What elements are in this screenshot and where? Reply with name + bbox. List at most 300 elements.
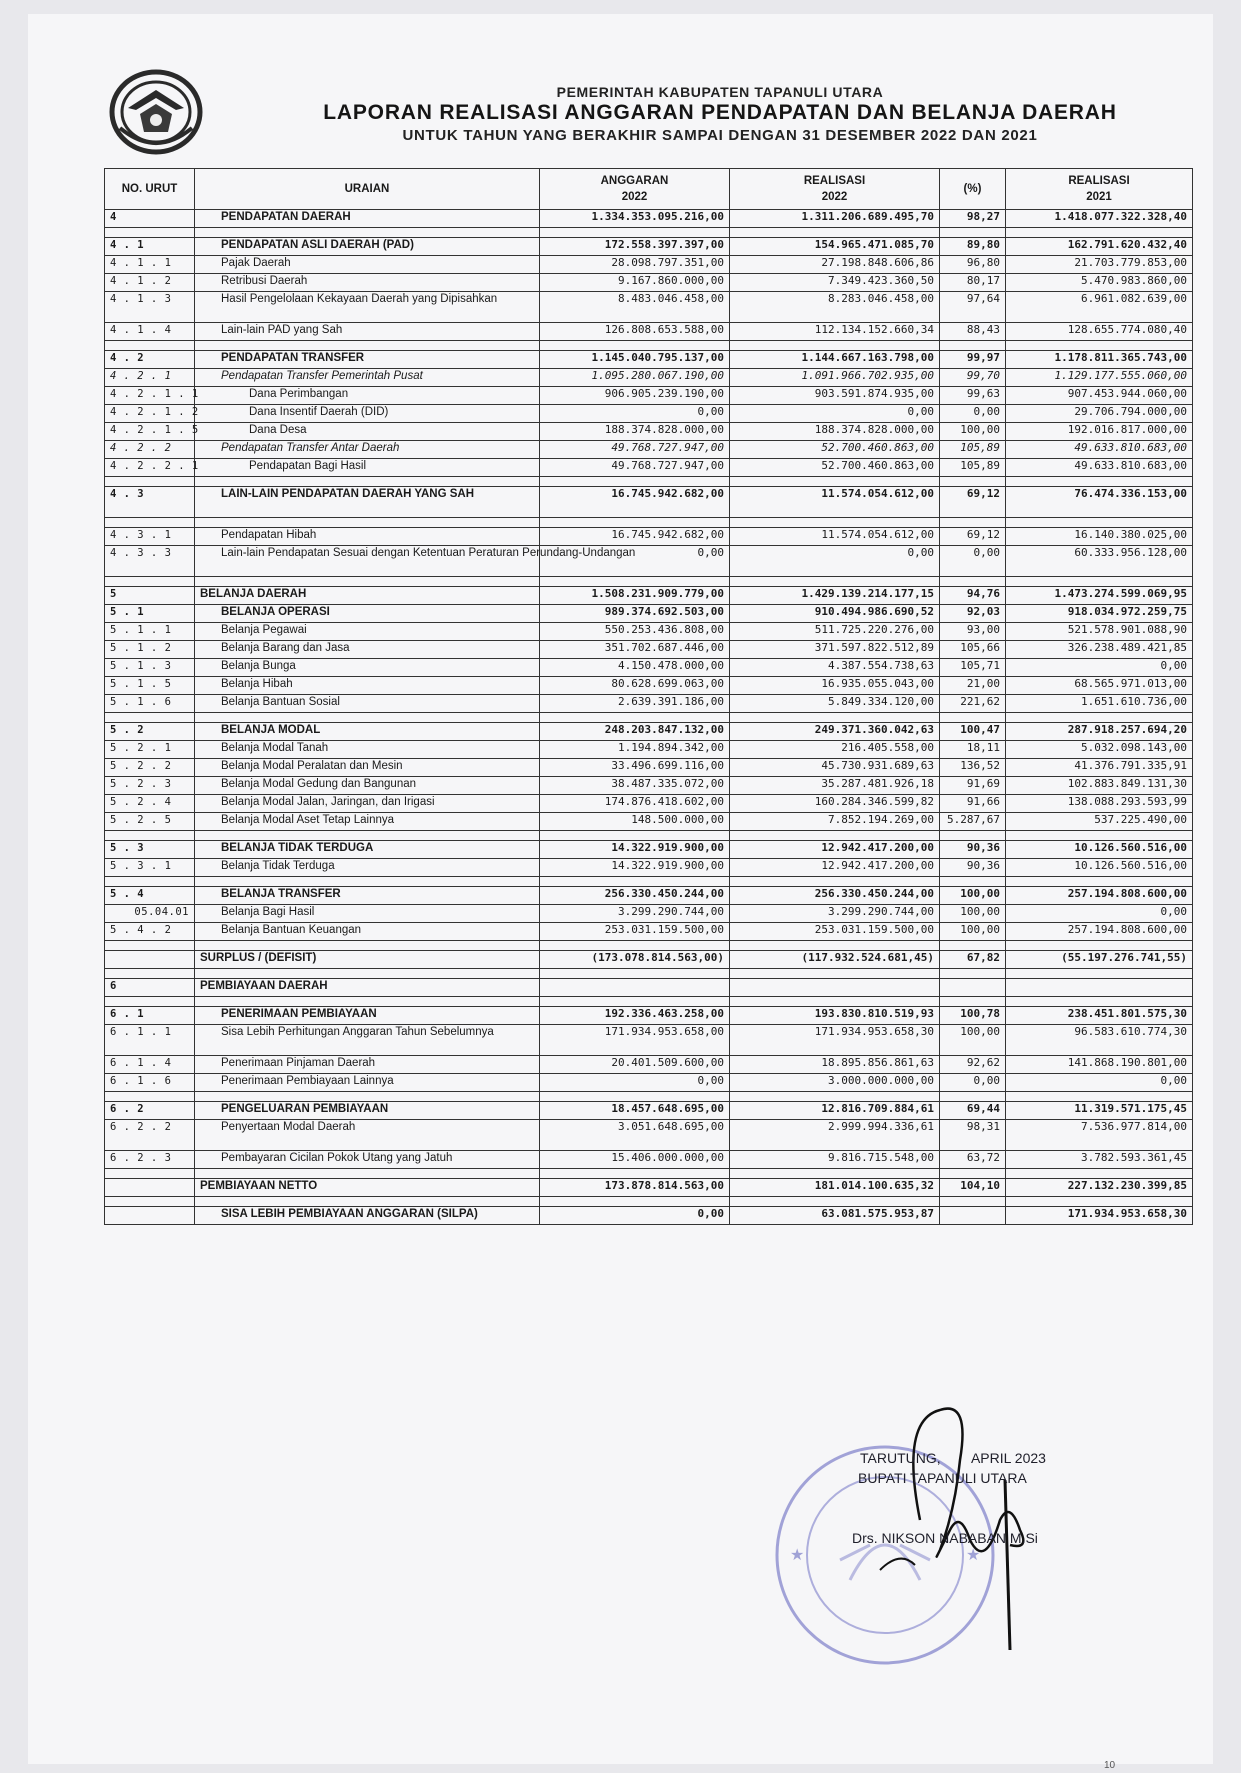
- cell-realisasi-prev: [1006, 518, 1193, 528]
- table-row: [105, 441, 1193, 459]
- cell-anggaran: 14.322.919.900,00: [540, 859, 730, 877]
- cell-no: 4 . 2 . 2: [105, 441, 195, 459]
- cell-percent: 92,62: [940, 1056, 1006, 1074]
- table-row: [105, 587, 1193, 605]
- table-row: [105, 487, 1193, 518]
- cell-percent: 67,82: [940, 951, 1006, 969]
- cell-uraian: BELANJA TRANSFER: [195, 887, 540, 905]
- cell-realisasi-prev: 10.126.560.516,00: [1006, 859, 1193, 877]
- cell-realisasi-prev: (55.197.276.741,55): [1006, 951, 1193, 969]
- cell-realisasi-prev: 238.451.801.575,30: [1006, 1007, 1193, 1025]
- cell-uraian: Belanja Bantuan Sosial: [195, 695, 540, 713]
- cell-realisasi: 188.374.828.000,00: [730, 423, 940, 441]
- cell-realisasi-prev: [1006, 1092, 1193, 1102]
- cell-percent: [940, 1207, 1006, 1225]
- cell-percent: [940, 969, 1006, 979]
- cell-realisasi: 11.574.054.612,00: [730, 528, 940, 546]
- cell-no: 5 . 2 . 1: [105, 741, 195, 759]
- spacer-row: [105, 518, 1193, 528]
- cell-no: 4 . 1 . 3: [105, 292, 195, 323]
- cell-percent: 92,03: [940, 605, 1006, 623]
- cell-anggaran: 0,00: [540, 405, 730, 423]
- cell-uraian: Dana Perimbangan: [195, 387, 540, 405]
- col-header-percent: (%): [940, 169, 1006, 210]
- table-row: [105, 459, 1193, 477]
- cell-anggaran: 80.628.699.063,00: [540, 677, 730, 695]
- cell-anggaran: 14.322.919.900,00: [540, 841, 730, 859]
- cell-percent: [940, 941, 1006, 951]
- cell-realisasi-prev: [1006, 477, 1193, 487]
- cell-anggaran: 8.483.046.458,00: [540, 292, 730, 323]
- cell-uraian: Belanja Modal Jalan, Jaringan, dan Irigasi: [195, 795, 540, 813]
- col-header-uraian: URAIAN: [195, 169, 540, 210]
- table-row: [105, 841, 1193, 859]
- table-row: [105, 677, 1193, 695]
- signature-title: BUPATI TAPANULI UTARA: [858, 1470, 1027, 1486]
- cell-no: 4 . 3 . 3: [105, 546, 195, 577]
- cell-realisasi: [730, 969, 940, 979]
- spacer-row: [105, 969, 1193, 979]
- cell-realisasi-prev: 1.129.177.555.060,00: [1006, 369, 1193, 387]
- cell-realisasi-prev: 537.225.490,00: [1006, 813, 1193, 831]
- cell-realisasi: [730, 1169, 940, 1179]
- cell-no: 5 . 3 . 1: [105, 859, 195, 877]
- cell-realisasi-prev: 1.178.811.365.743,00: [1006, 351, 1193, 369]
- cell-no: 5 . 1 . 5: [105, 677, 195, 695]
- government-name: PEMERINTAH KABUPATEN TAPANULI UTARA: [556, 84, 884, 100]
- cell-anggaran: (173.078.814.563,00): [540, 951, 730, 969]
- cell-uraian: Dana Insentif Daerah (DID): [195, 405, 540, 423]
- cell-uraian: Belanja Bantuan Keuangan: [195, 923, 540, 941]
- cell-uraian: [195, 941, 540, 951]
- cell-uraian: [195, 831, 540, 841]
- cell-no: 4 . 3 . 1: [105, 528, 195, 546]
- cell-no: 6 . 1 . 1: [105, 1025, 195, 1056]
- cell-anggaran: 989.374.692.503,00: [540, 605, 730, 623]
- spacer-row: [105, 228, 1193, 238]
- table-row: [105, 605, 1193, 623]
- cell-no: 6 . 2 . 2: [105, 1120, 195, 1151]
- cell-percent: 89,80: [940, 238, 1006, 256]
- cell-realisasi: 12.942.417.200,00: [730, 859, 940, 877]
- cell-uraian: [195, 1092, 540, 1102]
- cell-realisasi: 256.330.450.244,00: [730, 887, 940, 905]
- cell-realisasi-prev: 192.016.817.000,00: [1006, 423, 1193, 441]
- cell-anggaran: 174.876.418.602,00: [540, 795, 730, 813]
- cell-realisasi: [730, 979, 940, 997]
- cell-realisasi-prev: 1.473.274.599.069,95: [1006, 587, 1193, 605]
- cell-no: 6 . 1 . 6: [105, 1074, 195, 1092]
- cell-realisasi: [730, 1197, 940, 1207]
- cell-realisasi-prev: [1006, 979, 1193, 997]
- table-row: [105, 1007, 1193, 1025]
- cell-uraian: [195, 518, 540, 528]
- table-row: [105, 659, 1193, 677]
- cell-uraian: BELANJA DAERAH: [195, 587, 540, 605]
- cell-no: [105, 1092, 195, 1102]
- cell-anggaran: 1.145.040.795.137,00: [540, 351, 730, 369]
- cell-anggaran: 1.334.353.095.216,00: [540, 210, 730, 228]
- cell-uraian: Belanja Tidak Terduga: [195, 859, 540, 877]
- table-row: [105, 1102, 1193, 1120]
- cell-realisasi: 1.144.667.163.798,00: [730, 351, 940, 369]
- cell-percent: 104,10: [940, 1179, 1006, 1197]
- cell-uraian: Lain-lain Pendapatan Sesuai dengan Ketentuan Peraturan Perundang-Undangan: [195, 546, 540, 577]
- cell-realisasi: 0,00: [730, 546, 940, 577]
- cell-anggaran: [540, 979, 730, 997]
- cell-uraian: [195, 1197, 540, 1207]
- cell-realisasi-prev: 0,00: [1006, 905, 1193, 923]
- table-row: [105, 1120, 1193, 1151]
- cell-anggaran: 3.051.648.695,00: [540, 1120, 730, 1151]
- cell-realisasi: 45.730.931.689,63: [730, 759, 940, 777]
- cell-realisasi-prev: 5.032.098.143,00: [1006, 741, 1193, 759]
- cell-realisasi: 35.287.481.926,18: [730, 777, 940, 795]
- cell-percent: 99,63: [940, 387, 1006, 405]
- spacer-row: [105, 941, 1193, 951]
- cell-no: [105, 577, 195, 587]
- cell-no: 4 . 2 . 1 . 2: [105, 405, 195, 423]
- cell-realisasi: 16.935.055.043,00: [730, 677, 940, 695]
- cell-percent: 100,47: [940, 723, 1006, 741]
- cell-anggaran: 18.457.648.695,00: [540, 1102, 730, 1120]
- cell-percent: 105,89: [940, 441, 1006, 459]
- cell-realisasi: 9.816.715.548,00: [730, 1151, 940, 1169]
- cell-percent: 100,00: [940, 423, 1006, 441]
- cell-percent: [940, 1169, 1006, 1179]
- cell-percent: 69,12: [940, 487, 1006, 518]
- cell-realisasi-prev: [1006, 1169, 1193, 1179]
- cell-percent: 69,12: [940, 528, 1006, 546]
- cell-percent: 96,80: [940, 256, 1006, 274]
- cell-percent: [940, 713, 1006, 723]
- cell-percent: [940, 877, 1006, 887]
- cell-no: [105, 951, 195, 969]
- cell-percent: 90,36: [940, 841, 1006, 859]
- spacer-row: [105, 877, 1193, 887]
- page-number: 10: [1104, 1760, 1116, 1771]
- cell-realisasi: [730, 477, 940, 487]
- table-row: [105, 1179, 1193, 1197]
- cell-anggaran: [540, 1197, 730, 1207]
- cell-percent: 98,27: [940, 210, 1006, 228]
- cell-realisasi-prev: 21.703.779.853,00: [1006, 256, 1193, 274]
- table-row: [105, 351, 1193, 369]
- cell-anggaran: 148.500.000,00: [540, 813, 730, 831]
- cell-anggaran: [540, 941, 730, 951]
- budget-realization-table: [104, 168, 1193, 1225]
- cell-realisasi-prev: 7.536.977.814,00: [1006, 1120, 1193, 1151]
- cell-realisasi-prev: 41.376.791.335,91: [1006, 759, 1193, 777]
- cell-realisasi: [730, 228, 940, 238]
- signatory-name: Drs. NIKSON NABABAN M.Si: [852, 1530, 1038, 1546]
- cell-realisasi: 112.134.152.660,34: [730, 323, 940, 341]
- table-row: [105, 979, 1193, 997]
- cell-percent: 88,43: [940, 323, 1006, 341]
- cell-realisasi: (117.932.524.681,45): [730, 951, 940, 969]
- cell-percent: 99,97: [940, 351, 1006, 369]
- cell-percent: [940, 518, 1006, 528]
- cell-uraian: Lain-lain PAD yang Sah: [195, 323, 540, 341]
- report-period: UNTUK TAHUN YANG BERAKHIR SAMPAI DENGAN 31 DESEMBER 2022 DAN 2021: [402, 127, 1038, 144]
- cell-anggaran: [540, 577, 730, 587]
- cell-realisasi-prev: 1.418.077.322.328,40: [1006, 210, 1193, 228]
- spacer-row: [105, 831, 1193, 841]
- cell-no: 5 . 2 . 3: [105, 777, 195, 795]
- cell-percent: 63,72: [940, 1151, 1006, 1169]
- cell-realisasi: 7.349.423.360,50: [730, 274, 940, 292]
- report-header: [260, 84, 1180, 144]
- cell-realisasi: 3.000.000.000,00: [730, 1074, 940, 1092]
- cell-anggaran: [540, 1092, 730, 1102]
- cell-percent: 94,76: [940, 587, 1006, 605]
- table-row: [105, 951, 1193, 969]
- cell-no: 6: [105, 979, 195, 997]
- table-row: [105, 859, 1193, 877]
- cell-no: 5 . 3: [105, 841, 195, 859]
- cell-anggaran: 550.253.436.808,00: [540, 623, 730, 641]
- cell-realisasi-prev: [1006, 713, 1193, 723]
- cell-realisasi-prev: 0,00: [1006, 659, 1193, 677]
- spacer-row: [105, 341, 1193, 351]
- table-row: [105, 292, 1193, 323]
- table-row: [105, 1074, 1193, 1092]
- cell-no: 6 . 1: [105, 1007, 195, 1025]
- cell-percent: 5.287,67: [940, 813, 1006, 831]
- cell-realisasi-prev: 3.782.593.361,45: [1006, 1151, 1193, 1169]
- cell-percent: 91,69: [940, 777, 1006, 795]
- cell-no: [105, 1197, 195, 1207]
- cell-realisasi: 4.387.554.738,63: [730, 659, 940, 677]
- cell-no: 5 . 4: [105, 887, 195, 905]
- cell-realisasi-prev: 10.126.560.516,00: [1006, 841, 1193, 859]
- table-row: [105, 1025, 1193, 1056]
- cell-realisasi-prev: 5.470.983.860,00: [1006, 274, 1193, 292]
- cell-uraian: Belanja Pegawai: [195, 623, 540, 641]
- cell-realisasi-prev: 128.655.774.080,40: [1006, 323, 1193, 341]
- cell-uraian: [195, 713, 540, 723]
- cell-no: 4 . 3: [105, 487, 195, 518]
- cell-realisasi-prev: 49.633.810.683,00: [1006, 441, 1193, 459]
- cell-percent: 93,00: [940, 623, 1006, 641]
- cell-realisasi-prev: [1006, 577, 1193, 587]
- cell-no: 5 . 1 . 2: [105, 641, 195, 659]
- cell-realisasi-prev: [1006, 228, 1193, 238]
- cell-realisasi-prev: 918.034.972.259,75: [1006, 605, 1193, 623]
- cell-realisasi-prev: 1.651.610.736,00: [1006, 695, 1193, 713]
- table-row: [105, 1056, 1193, 1074]
- cell-percent: 0,00: [940, 546, 1006, 577]
- cell-percent: 21,00: [940, 677, 1006, 695]
- cell-uraian: LAIN-LAIN PENDAPATAN DAERAH YANG SAH: [195, 487, 540, 518]
- cell-realisasi: [730, 941, 940, 951]
- table-row: [105, 623, 1193, 641]
- cell-no: [105, 997, 195, 1007]
- cell-anggaran: [540, 228, 730, 238]
- cell-realisasi: 371.597.822.512,89: [730, 641, 940, 659]
- cell-anggaran: 20.401.509.600,00: [540, 1056, 730, 1074]
- cell-anggaran: 172.558.397.397,00: [540, 238, 730, 256]
- cell-realisasi: 216.405.558,00: [730, 741, 940, 759]
- cell-realisasi-prev: 29.706.794.000,00: [1006, 405, 1193, 423]
- cell-anggaran: 3.299.290.744,00: [540, 905, 730, 923]
- cell-percent: 98,31: [940, 1120, 1006, 1151]
- cell-realisasi: 5.849.334.120,00: [730, 695, 940, 713]
- cell-realisasi: [730, 518, 940, 528]
- table-row: [105, 1207, 1193, 1225]
- table-row: [105, 323, 1193, 341]
- cell-uraian: [195, 341, 540, 351]
- cell-realisasi: 18.895.856.861,63: [730, 1056, 940, 1074]
- cell-anggaran: 33.496.699.116,00: [540, 759, 730, 777]
- table-row: [105, 369, 1193, 387]
- table-row: [105, 795, 1193, 813]
- cell-uraian: Sisa Lebih Perhitungan Anggaran Tahun Sebelumnya: [195, 1025, 540, 1056]
- table-row: [105, 1151, 1193, 1169]
- table-row: [105, 423, 1193, 441]
- cell-no: [105, 477, 195, 487]
- cell-uraian: Dana Desa: [195, 423, 540, 441]
- cell-no: 6 . 1 . 4: [105, 1056, 195, 1074]
- spacer-row: [105, 577, 1193, 587]
- cell-uraian: Belanja Bunga: [195, 659, 540, 677]
- cell-uraian: Belanja Bagi Hasil: [195, 905, 540, 923]
- table-row: [105, 813, 1193, 831]
- table-row: [105, 923, 1193, 941]
- cell-anggaran: [540, 831, 730, 841]
- regency-emblem-logo: [106, 68, 206, 156]
- cell-anggaran: 28.098.797.351,00: [540, 256, 730, 274]
- cell-realisasi-prev: 227.132.230.399,85: [1006, 1179, 1193, 1197]
- cell-anggaran: 15.406.000.000,00: [540, 1151, 730, 1169]
- cell-realisasi: 11.574.054.612,00: [730, 487, 940, 518]
- table-header-row: [105, 169, 1193, 210]
- cell-no: [105, 518, 195, 528]
- cell-uraian: PEMBIAYAAN DAERAH: [195, 979, 540, 997]
- cell-uraian: Belanja Modal Aset Tetap Lainnya: [195, 813, 540, 831]
- cell-realisasi-prev: 326.238.489.421,85: [1006, 641, 1193, 659]
- cell-realisasi-prev: [1006, 997, 1193, 1007]
- cell-uraian: PEMBIAYAAN NETTO: [195, 1179, 540, 1197]
- cell-realisasi: 249.371.360.042,63: [730, 723, 940, 741]
- cell-no: [105, 877, 195, 887]
- cell-realisasi-prev: [1006, 831, 1193, 841]
- cell-anggaran: 16.745.942.682,00: [540, 487, 730, 518]
- cell-anggaran: 253.031.159.500,00: [540, 923, 730, 941]
- cell-no: 5 . 2 . 4: [105, 795, 195, 813]
- cell-uraian: Pajak Daerah: [195, 256, 540, 274]
- cell-realisasi: [730, 831, 940, 841]
- cell-realisasi-prev: [1006, 941, 1193, 951]
- cell-no: [105, 1207, 195, 1225]
- cell-no: 6 . 2 . 3: [105, 1151, 195, 1169]
- cell-no: 5 . 1: [105, 605, 195, 623]
- cell-uraian: [195, 577, 540, 587]
- cell-realisasi-prev: 171.934.953.658,30: [1006, 1207, 1193, 1225]
- cell-realisasi-prev: 521.578.901.088,90: [1006, 623, 1193, 641]
- table-row: [105, 256, 1193, 274]
- cell-percent: 100,00: [940, 887, 1006, 905]
- table-row: [105, 759, 1193, 777]
- cell-realisasi: 63.081.575.953,87: [730, 1207, 940, 1225]
- cell-uraian: Penyertaan Modal Daerah: [195, 1120, 540, 1151]
- cell-uraian: Belanja Barang dan Jasa: [195, 641, 540, 659]
- cell-realisasi-prev: 76.474.336.153,00: [1006, 487, 1193, 518]
- cell-anggaran: 1.508.231.909.779,00: [540, 587, 730, 605]
- cell-realisasi-prev: [1006, 969, 1193, 979]
- table-row: [105, 723, 1193, 741]
- col-header-no: NO. URUT: [105, 169, 195, 210]
- cell-uraian: Pembayaran Cicilan Pokok Utang yang Jatuh: [195, 1151, 540, 1169]
- cell-uraian: Pendapatan Transfer Antar Daerah: [195, 441, 540, 459]
- cell-percent: 105,66: [940, 641, 1006, 659]
- table-row: [105, 777, 1193, 795]
- cell-percent: 91,66: [940, 795, 1006, 813]
- cell-realisasi: 154.965.471.085,70: [730, 238, 940, 256]
- cell-percent: 100,78: [940, 1007, 1006, 1025]
- cell-anggaran: 248.203.847.132,00: [540, 723, 730, 741]
- cell-anggaran: 173.878.814.563,00: [540, 1179, 730, 1197]
- cell-anggaran: [540, 1169, 730, 1179]
- cell-realisasi-prev: 257.194.808.600,00: [1006, 887, 1193, 905]
- cell-no: 5 . 1 . 1: [105, 623, 195, 641]
- cell-no: 5 . 2 . 5: [105, 813, 195, 831]
- table-row: [105, 387, 1193, 405]
- cell-no: 6 . 2: [105, 1102, 195, 1120]
- table-row: [105, 905, 1193, 923]
- cell-uraian: Penerimaan Pinjaman Daerah: [195, 1056, 540, 1074]
- cell-realisasi: [730, 997, 940, 1007]
- col-header-realisasi-prev: REALISASI 2021: [1006, 169, 1193, 210]
- cell-percent: 99,70: [940, 369, 1006, 387]
- cell-anggaran: 16.745.942.682,00: [540, 528, 730, 546]
- cell-no: [105, 969, 195, 979]
- cell-uraian: Belanja Hibah: [195, 677, 540, 695]
- cell-realisasi: 903.591.874.935,00: [730, 387, 940, 405]
- cell-uraian: [195, 997, 540, 1007]
- cell-no: [105, 831, 195, 841]
- cell-anggaran: 126.808.653.588,00: [540, 323, 730, 341]
- cell-percent: [940, 979, 1006, 997]
- cell-anggaran: 188.374.828.000,00: [540, 423, 730, 441]
- cell-anggaran: 192.336.463.258,00: [540, 1007, 730, 1025]
- cell-percent: 80,17: [940, 274, 1006, 292]
- cell-realisasi-prev: 907.453.944.060,00: [1006, 387, 1193, 405]
- cell-percent: 18,11: [940, 741, 1006, 759]
- cell-percent: 221,62: [940, 695, 1006, 713]
- cell-no: 4 . 1 . 2: [105, 274, 195, 292]
- cell-uraian: PENERIMAAN PEMBIAYAAN: [195, 1007, 540, 1025]
- cell-realisasi: 160.284.346.599,82: [730, 795, 940, 813]
- cell-realisasi: 0,00: [730, 405, 940, 423]
- cell-no: 4 . 1 . 4: [105, 323, 195, 341]
- cell-no: 05.04.01: [105, 905, 195, 923]
- cell-realisasi: 1.091.966.702.935,00: [730, 369, 940, 387]
- cell-realisasi-prev: 257.194.808.600,00: [1006, 923, 1193, 941]
- cell-no: 4 . 1 . 1: [105, 256, 195, 274]
- cell-percent: 0,00: [940, 405, 1006, 423]
- cell-anggaran: 2.639.391.186,00: [540, 695, 730, 713]
- cell-realisasi-prev: 11.319.571.175,45: [1006, 1102, 1193, 1120]
- cell-anggaran: 9.167.860.000,00: [540, 274, 730, 292]
- cell-no: 5 . 2: [105, 723, 195, 741]
- cell-no: 4 . 1: [105, 238, 195, 256]
- table-row: [105, 887, 1193, 905]
- cell-realisasi-prev: 68.565.971.013,00: [1006, 677, 1193, 695]
- cell-anggaran: 256.330.450.244,00: [540, 887, 730, 905]
- cell-uraian: PENGELUARAN PEMBIAYAAN: [195, 1102, 540, 1120]
- cell-uraian: BELANJA MODAL: [195, 723, 540, 741]
